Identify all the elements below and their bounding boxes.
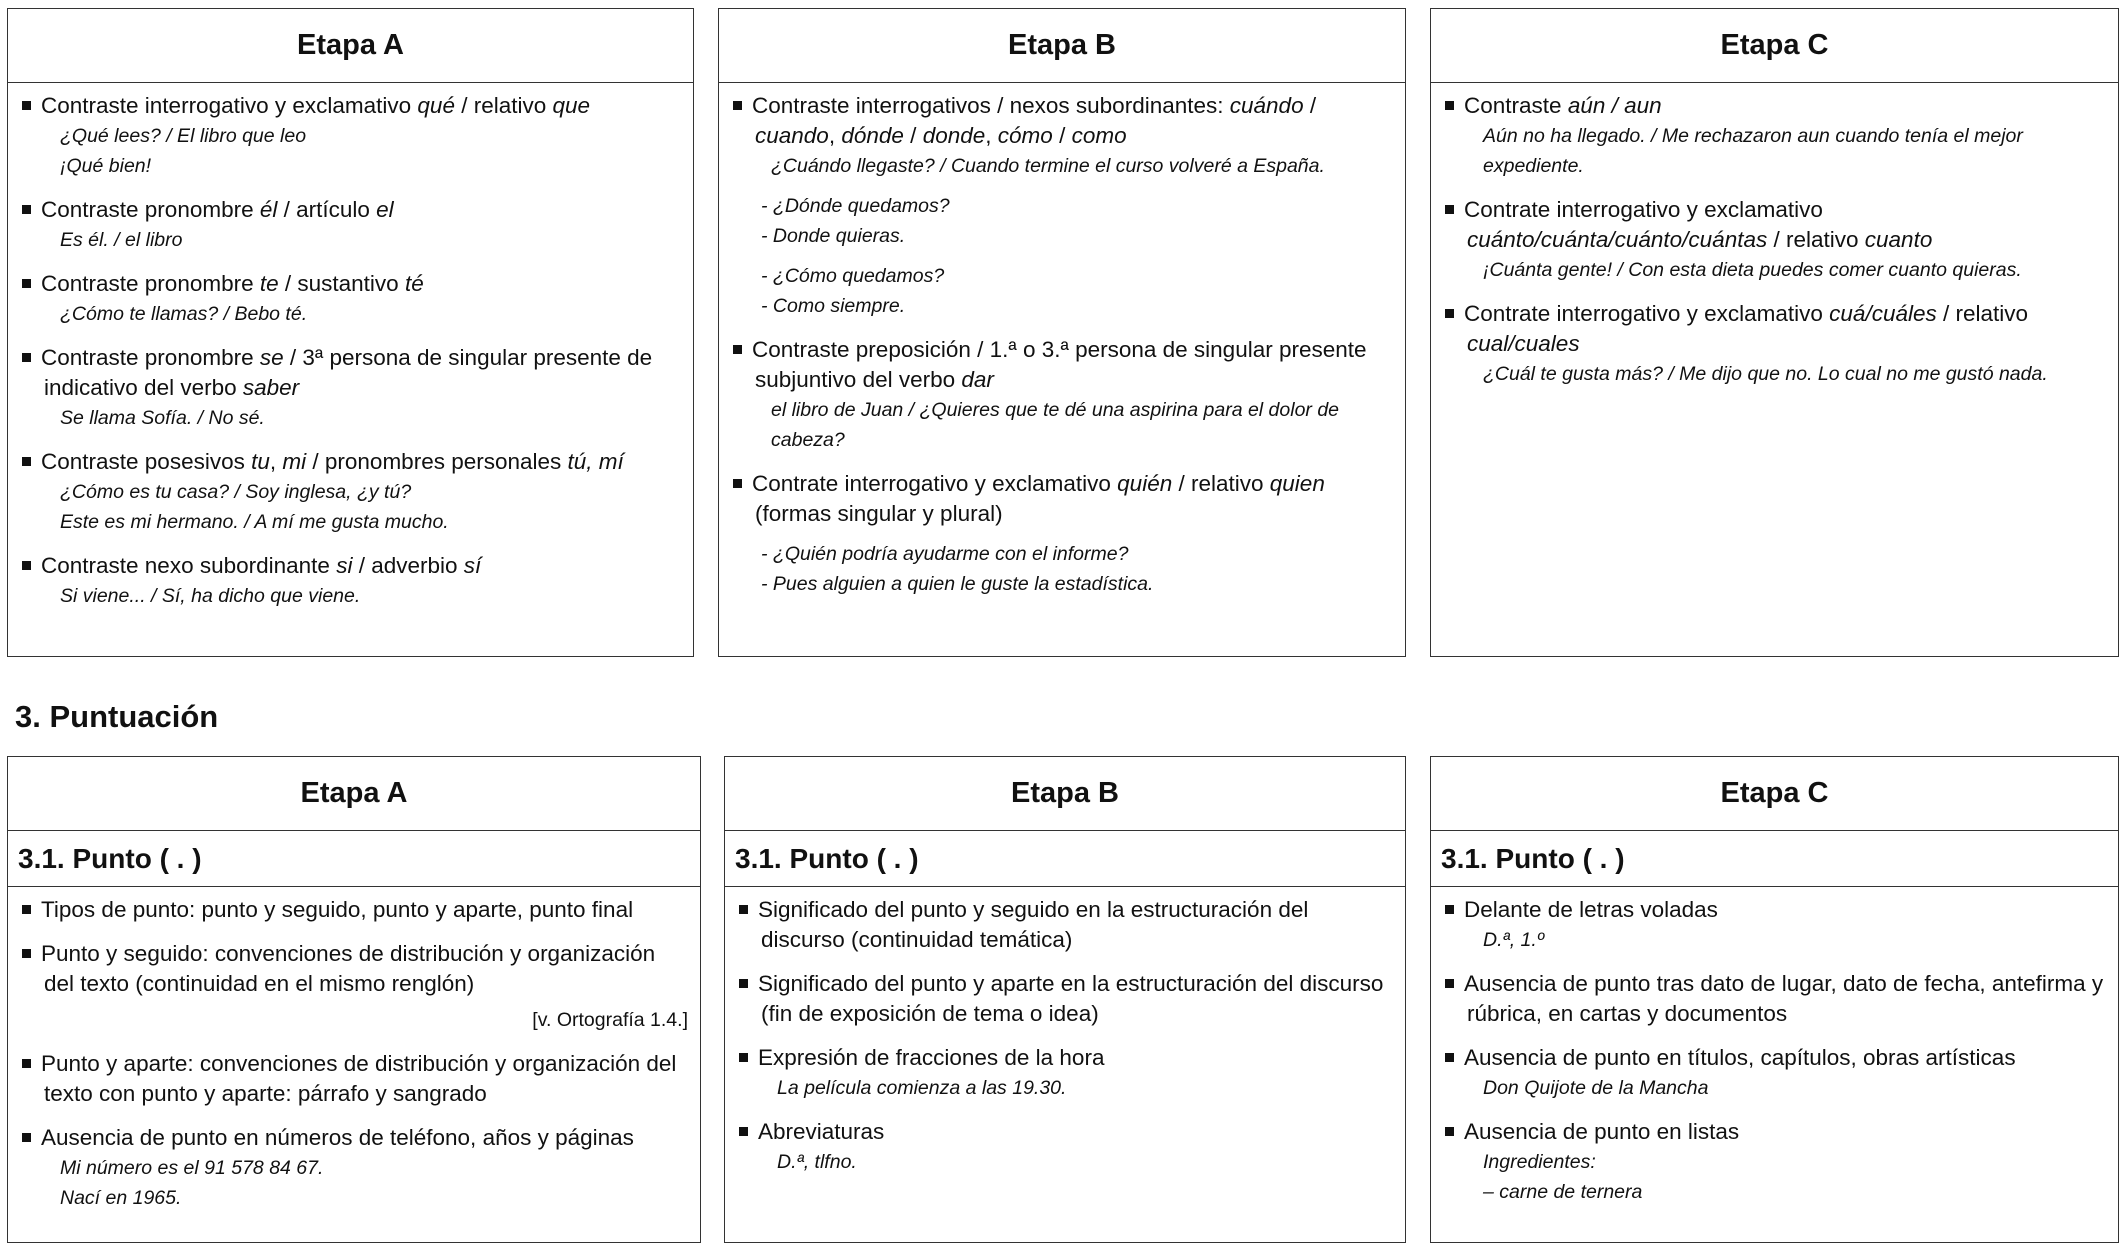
list-item — [731, 469, 1393, 599]
italic-term: saber — [242, 375, 300, 400]
italic-term: dar — [961, 367, 994, 392]
item-heading — [1443, 195, 2106, 255]
list-item — [737, 1043, 1393, 1103]
bottom-etapa-c-box — [1430, 756, 2119, 1243]
item-text: / adverbio — [352, 553, 464, 578]
list-item — [1443, 195, 2106, 285]
item-heading — [1443, 895, 2106, 925]
item-text: Contrate interrogativo y exclamativo — [1464, 197, 1823, 222]
top-etapa-a-title: Etapa A — [8, 9, 693, 83]
bottom-etapa-b-title: Etapa B — [725, 757, 1405, 831]
item-text: Contraste preposición / 1.ª o 3.ª persona de singular presente subjuntivo del verbo — [752, 337, 1367, 392]
top-etapa-c-title: Etapa C — [1431, 9, 2118, 83]
italic-term: donde — [922, 123, 986, 148]
example-text: el libro de Juan / ¿Quieres que te dé una aspirina para el dolor de cabeza? — [771, 399, 1340, 451]
italic-term: te — [259, 271, 279, 296]
example-text: Nací en 1965. — [60, 1187, 182, 1209]
example-text: Se llama Sofía. / No sé. — [60, 407, 265, 429]
bullet-square-icon — [22, 1133, 31, 1142]
list-item — [1443, 91, 2106, 181]
item-text: , — [828, 123, 842, 148]
item-heading — [731, 469, 1393, 529]
list-item — [20, 343, 681, 433]
item-text: Contraste interrogativo y exclamativo — [41, 93, 418, 118]
item-text: / pronombres personales — [306, 449, 568, 474]
bottom-etapa-a-title: Etapa A — [8, 757, 700, 831]
top-etapa-c-box — [1430, 8, 2119, 657]
list-item — [1443, 1117, 2106, 1207]
italic-term: cuándo — [1229, 93, 1304, 118]
item-text: Tipos de punto: punto y seguido, punto y aparte, punto final — [41, 897, 634, 922]
item-heading — [1443, 299, 2106, 359]
italic-term: como — [1071, 123, 1127, 148]
example-text: ¿Cuál te gusta más? / Me dijo que no. Lo cual no me gustó nada. — [1483, 363, 2048, 385]
example-text: Este es mi hermano. / A mí me gusta mucho. — [60, 511, 449, 533]
italic-term: cuando — [755, 123, 829, 148]
top-etapa-b-box — [718, 8, 1406, 657]
bullet-square-icon — [22, 353, 31, 362]
bottom-etapa-a-list — [8, 887, 700, 1213]
example-text: ¿Cuándo llegaste? / Cuando termine el curso volveré a España. — [771, 155, 1325, 177]
item-heading — [20, 1123, 688, 1153]
italic-term: sí — [463, 553, 482, 578]
item-text: / relativo — [1172, 471, 1270, 496]
item-text: Significado del punto y aparte en la estructuración del discurso (fin de exposición de tema o idea) — [758, 971, 1384, 1026]
italic-term: el — [376, 197, 394, 222]
bottom-etapa-c-title: Etapa C — [1431, 757, 2118, 831]
example-text: D.ª, 1.º — [1483, 929, 1544, 951]
bullet-square-icon — [22, 1059, 31, 1068]
dialog-line: - Como siempre. — [761, 295, 906, 317]
item-text: Contraste pronombre — [41, 345, 260, 370]
item-heading — [20, 447, 681, 477]
example-text: Es él. / el libro — [60, 229, 183, 251]
dialog-line: - Pues alguien a quien le guste la estadística. — [761, 573, 1154, 595]
list-item — [20, 195, 681, 255]
item-heading — [737, 969, 1393, 1029]
bottom-etapa-b-box — [724, 756, 1406, 1243]
bullet-square-icon — [739, 1053, 748, 1062]
item-text: , — [985, 123, 998, 148]
item-text: Contrate interrogativo y exclamativo — [752, 471, 1118, 496]
item-text: Contraste interrogativos / nexos subordinantes: — [752, 93, 1230, 118]
top-etapa-a-list — [8, 83, 693, 611]
italic-term: aún / aun — [1567, 93, 1662, 118]
italic-term: té — [404, 271, 424, 296]
italic-term: quien — [1269, 471, 1325, 496]
item-text: Punto y seguido: convenciones de distribución y organización del texto (continuidad en el mismo renglón) — [41, 941, 656, 996]
list-item — [20, 91, 681, 181]
dialog-line: - Donde quieras. — [761, 225, 906, 247]
cross-reference: [v. Ortografía 1.4.] — [532, 1009, 688, 1031]
item-heading — [731, 91, 1393, 151]
bullet-square-icon — [22, 279, 31, 288]
bottom-etapa-a-box — [7, 756, 701, 1243]
bullet-square-icon — [1445, 205, 1454, 214]
item-heading — [1443, 1043, 2106, 1073]
bottom-etapa-b-list — [725, 887, 1405, 1177]
list-item — [20, 551, 681, 611]
item-heading — [737, 1043, 1393, 1073]
item-text: Ausencia de punto en listas — [1464, 1119, 1740, 1144]
italic-term: que — [552, 93, 591, 118]
list-item — [731, 335, 1393, 455]
item-heading — [1443, 1117, 2106, 1147]
item-text: / — [903, 123, 923, 148]
item-text: / sustantivo — [278, 271, 405, 296]
list-item — [20, 269, 681, 329]
bullet-square-icon — [22, 101, 31, 110]
italic-term: cómo — [997, 123, 1053, 148]
bullet-square-icon — [22, 457, 31, 466]
bullet-square-icon — [739, 905, 748, 914]
item-text: Ausencia de punto tras dato de lugar, dato de fecha, antefirma y rúbrica, en cartas y documentos — [1464, 971, 2104, 1026]
item-text: Delante de letras voladas — [1464, 897, 1718, 922]
top-etapa-b-title: Etapa B — [719, 9, 1405, 83]
item-text: , — [269, 449, 283, 474]
top-etapa-b-list — [719, 83, 1405, 599]
example-text: ¡Qué bien! — [60, 155, 152, 177]
item-text: Contrate interrogativo y exclamativo — [1464, 301, 1830, 326]
italic-term: quién — [1117, 471, 1173, 496]
italic-term: tú, mí — [567, 449, 624, 474]
example-text: Ingredientes: — [1483, 1151, 1596, 1173]
item-text: Contraste pronombre — [41, 271, 260, 296]
italic-term: él — [259, 197, 278, 222]
dialog-line: - ¿Quién podría ayudarme con el informe? — [761, 543, 1129, 565]
example-text: Don Quijote de la Mancha — [1483, 1077, 1709, 1099]
top-etapa-c-list — [1431, 83, 2118, 389]
list-item — [737, 895, 1393, 955]
item-text: Ausencia de punto en títulos, capítulos, obras artísticas — [1464, 1045, 2016, 1070]
list-item — [20, 895, 688, 925]
item-text: / — [1052, 123, 1072, 148]
italic-term: mi — [282, 449, 307, 474]
item-heading — [20, 269, 681, 299]
italic-term: tu — [251, 449, 270, 474]
item-text: Punto y aparte: convenciones de distribución y organización del texto con punto y aparte: párrafo y sangrado — [41, 1051, 677, 1106]
bullet-square-icon — [739, 1127, 748, 1136]
item-heading — [737, 895, 1393, 955]
bullet-square-icon — [1445, 905, 1454, 914]
item-heading — [1443, 969, 2106, 1029]
list-item — [1443, 895, 2106, 955]
list-item — [20, 447, 681, 537]
dialog-line: - ¿Cómo quedamos? — [761, 265, 945, 287]
item-heading — [20, 343, 681, 403]
bullet-square-icon — [1445, 1127, 1454, 1136]
list-item — [20, 1123, 688, 1213]
item-heading — [731, 335, 1393, 395]
list-item — [1443, 969, 2106, 1029]
bullet-square-icon — [733, 479, 742, 488]
item-text: / artículo — [277, 197, 377, 222]
example-text: Si viene... / Sí, ha dicho que viene. — [60, 585, 361, 607]
item-heading — [1443, 91, 2106, 121]
bottom-etapa-a-subtitle: 3.1. Punto ( . ) — [8, 831, 700, 887]
item-text: Significado del punto y seguido en la estructuración del discurso (continuidad temática) — [758, 897, 1309, 952]
bullet-square-icon — [1445, 101, 1454, 110]
bottom-etapa-c-list — [1431, 887, 2118, 1207]
example-text: ¡Cuánta gente! / Con esta dieta puedes comer cuanto quieras. — [1483, 259, 2022, 281]
item-heading — [20, 1049, 688, 1109]
item-text: / relativo — [1936, 301, 2029, 326]
example-text: ¿Qué lees? / El libro que leo — [60, 125, 307, 147]
item-text: (formas singular y plural) — [755, 501, 1003, 526]
item-text: Expresión de fracciones de la hora — [758, 1045, 1105, 1070]
bottom-etapa-b-subtitle: 3.1. Punto ( . ) — [725, 831, 1405, 887]
bullet-square-icon — [1445, 979, 1454, 988]
example-text: ¿Cómo es tu casa? / Soy inglesa, ¿y tú? — [60, 481, 412, 503]
item-text: / — [1303, 93, 1317, 118]
example-text: Mi número es el 91 578 84 67. — [60, 1157, 324, 1179]
italic-term: cuánto/cuánta/cuánto/cuántas — [1467, 227, 1768, 252]
item-text: Contraste — [1464, 93, 1568, 118]
item-heading — [20, 195, 681, 225]
list-item — [1443, 1043, 2106, 1103]
italic-term: si — [336, 553, 353, 578]
item-heading — [20, 939, 688, 999]
item-heading — [20, 895, 688, 925]
item-text: Ausencia de punto en números de teléfono, años y páginas — [41, 1125, 634, 1150]
italic-term: cuanto — [1864, 227, 1933, 252]
item-text: Contraste nexo subordinante — [41, 553, 337, 578]
item-heading — [737, 1117, 1393, 1147]
bullet-square-icon — [739, 979, 748, 988]
bullet-square-icon — [22, 949, 31, 958]
example-text: – carne de ternera — [1483, 1181, 1643, 1203]
item-text: / relativo — [1767, 227, 1865, 252]
list-item — [737, 969, 1393, 1029]
item-text: Abreviaturas — [758, 1119, 885, 1144]
example-text: ¿Cómo te llamas? / Bebo té. — [60, 303, 308, 325]
bullet-square-icon — [22, 905, 31, 914]
item-heading — [20, 91, 681, 121]
item-text: Contraste pronombre — [41, 197, 260, 222]
italic-term: dónde — [841, 123, 904, 148]
bullet-square-icon — [22, 205, 31, 214]
dialog-line: - ¿Dónde quedamos? — [761, 195, 950, 217]
example-text: Aún no ha llegado. / Me rechazaron aun cuando tenía el mejor expediente. — [1483, 125, 2023, 177]
bullet-square-icon — [733, 345, 742, 354]
list-item — [20, 939, 688, 1035]
list-item — [737, 1117, 1393, 1177]
list-item — [1443, 299, 2106, 389]
italic-term: cual/cuales — [1467, 331, 1580, 356]
bullet-square-icon — [22, 561, 31, 570]
item-heading — [20, 551, 681, 581]
italic-term: qué — [417, 93, 455, 118]
item-text: / relativo — [454, 93, 553, 118]
list-item — [20, 1049, 688, 1109]
bullet-square-icon — [1445, 309, 1454, 318]
bullet-square-icon — [1445, 1053, 1454, 1062]
list-item — [731, 91, 1393, 321]
example-text: La película comienza a las 19.30. — [777, 1077, 1067, 1099]
section-title: 3. Puntuación — [15, 699, 219, 734]
bottom-etapa-c-subtitle: 3.1. Punto ( . ) — [1431, 831, 2118, 887]
example-text: D.ª, tlfno. — [777, 1151, 857, 1173]
bullet-square-icon — [733, 101, 742, 110]
top-etapa-a-box — [7, 8, 694, 657]
item-text: Contraste posesivos — [41, 449, 252, 474]
italic-term: cuá/cuáles — [1829, 301, 1937, 326]
item-text: / 3ª persona de singular presente de indicativo del verbo — [44, 345, 653, 400]
italic-term: se — [259, 345, 284, 370]
